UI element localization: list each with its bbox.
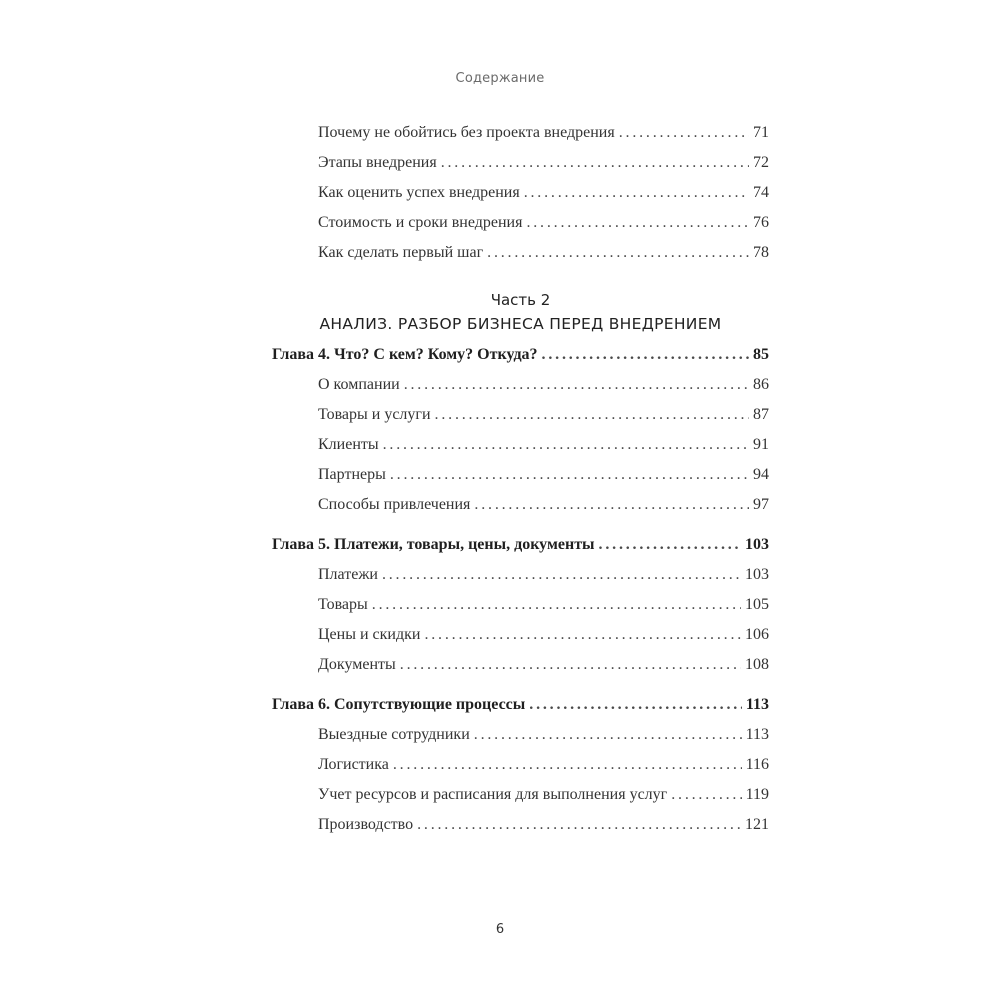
toc-entry-title: Партнеры xyxy=(318,466,386,483)
toc-entry[interactable] xyxy=(272,178,769,208)
toc-entry-title: Как сделать первый шаг xyxy=(318,244,484,261)
toc-entry-page: 91 xyxy=(753,436,769,453)
dot-leader xyxy=(599,530,741,560)
part-heading xyxy=(252,288,789,336)
dot-leader xyxy=(393,750,742,780)
toc-entry-page: 113 xyxy=(745,726,769,743)
toc-chapter[interactable] xyxy=(272,530,769,560)
toc-entry-page: 87 xyxy=(753,406,769,423)
dot-leader xyxy=(487,238,749,268)
page-number: 6 xyxy=(495,922,505,937)
toc-entry-title: Товары и услуги xyxy=(318,406,431,423)
dot-leader xyxy=(435,400,749,430)
chapter-page: 113 xyxy=(745,696,769,713)
toc-entry-title: Выездные сотрудники xyxy=(318,726,470,743)
toc-entry-page: 105 xyxy=(745,596,769,613)
toc-entry-page: 108 xyxy=(745,656,769,673)
toc-entry[interactable] xyxy=(272,490,769,520)
part-title: АНАЛИЗ. РАЗБОР БИЗНЕСА ПЕРЕД ВНЕДРЕНИЕМ xyxy=(319,315,722,333)
toc-chapter[interactable] xyxy=(272,340,769,370)
toc-entry-page: 121 xyxy=(745,816,769,833)
spacer xyxy=(272,520,769,530)
toc-entry-page: 74 xyxy=(753,184,769,201)
toc-entry[interactable] xyxy=(272,148,769,178)
toc-entry[interactable] xyxy=(272,370,769,400)
dot-leader xyxy=(390,460,749,490)
toc-entry-title: Как оценить успех внедрения xyxy=(318,184,520,201)
toc-entry-page: 78 xyxy=(753,244,769,261)
toc-entry-page: 94 xyxy=(753,466,769,483)
toc-entry[interactable] xyxy=(272,460,769,490)
toc-entry-title: Учет ресурсов и расписания для выполнения услуг xyxy=(318,786,668,803)
toc-entry[interactable] xyxy=(272,810,769,840)
toc-entry-title: Этапы внедрения xyxy=(318,154,437,171)
chapter-title: Глава 5. Платежи, товары, цены, документы xyxy=(272,536,595,553)
toc-entry-title: Производство xyxy=(318,816,414,833)
table-of-contents xyxy=(272,118,769,840)
toc-entry-title: Логистика xyxy=(318,756,389,773)
toc-entry[interactable] xyxy=(272,560,769,590)
dot-leader xyxy=(424,620,741,650)
dot-leader xyxy=(671,780,741,810)
toc-entry-title: Способы привлечения xyxy=(318,496,471,513)
dot-leader xyxy=(372,590,741,620)
toc-entry-page: 97 xyxy=(753,496,769,513)
part-label: Часть 2 xyxy=(490,291,551,309)
chapter-page: 85 xyxy=(753,346,769,363)
toc-entry-page: 76 xyxy=(753,214,769,231)
dot-leader xyxy=(382,560,741,590)
toc-entry-title: О компании xyxy=(318,376,400,393)
toc-entry-title: Почему не обойтись без проекта внедрения xyxy=(318,124,615,141)
running-header: Содержание xyxy=(455,71,545,86)
toc-entry-title: Документы xyxy=(318,656,396,673)
toc-entry[interactable] xyxy=(272,118,769,148)
toc-chapter[interactable] xyxy=(272,690,769,720)
chapter-title: Глава 4. Что? С кем? Кому? Откуда? xyxy=(272,346,538,363)
toc-entry[interactable] xyxy=(272,238,769,268)
dot-leader xyxy=(404,370,749,400)
toc-entry-title: Стоимость и сроки внедрения xyxy=(318,214,523,231)
toc-entry-page: 71 xyxy=(753,124,769,141)
toc-entry[interactable] xyxy=(272,400,769,430)
chapter-title: Глава 6. Сопутствующие процессы xyxy=(272,696,526,713)
toc-entry-page: 116 xyxy=(745,756,769,773)
toc-entry[interactable] xyxy=(272,430,769,460)
toc-entry[interactable] xyxy=(272,208,769,238)
toc-entry-title: Товары xyxy=(318,596,368,613)
dot-leader xyxy=(474,490,749,520)
dot-leader xyxy=(474,720,742,750)
toc-entry[interactable] xyxy=(272,780,769,810)
dot-leader xyxy=(542,340,749,370)
dot-leader xyxy=(619,118,749,148)
toc-entry-page: 119 xyxy=(745,786,769,803)
toc-entry-title: Платежи xyxy=(318,566,378,583)
dot-leader xyxy=(526,208,749,238)
dot-leader xyxy=(441,148,749,178)
toc-entry[interactable] xyxy=(272,620,769,650)
toc-entry[interactable] xyxy=(272,750,769,780)
chapter-page: 103 xyxy=(745,536,769,553)
toc-entry[interactable] xyxy=(272,590,769,620)
dot-leader xyxy=(383,430,749,460)
dot-leader xyxy=(400,650,741,680)
toc-entry[interactable] xyxy=(272,720,769,750)
dot-leader xyxy=(524,178,749,208)
toc-entry[interactable] xyxy=(272,650,769,680)
spacer xyxy=(272,680,769,690)
dot-leader xyxy=(417,810,741,840)
toc-entry-page: 106 xyxy=(745,626,769,643)
toc-entry-page: 72 xyxy=(753,154,769,171)
toc-entry-title: Клиенты xyxy=(318,436,379,453)
toc-entry-page: 86 xyxy=(753,376,769,393)
toc-entry-page: 103 xyxy=(745,566,769,583)
toc-entry-title: Цены и скидки xyxy=(318,626,421,643)
dot-leader xyxy=(529,690,742,720)
